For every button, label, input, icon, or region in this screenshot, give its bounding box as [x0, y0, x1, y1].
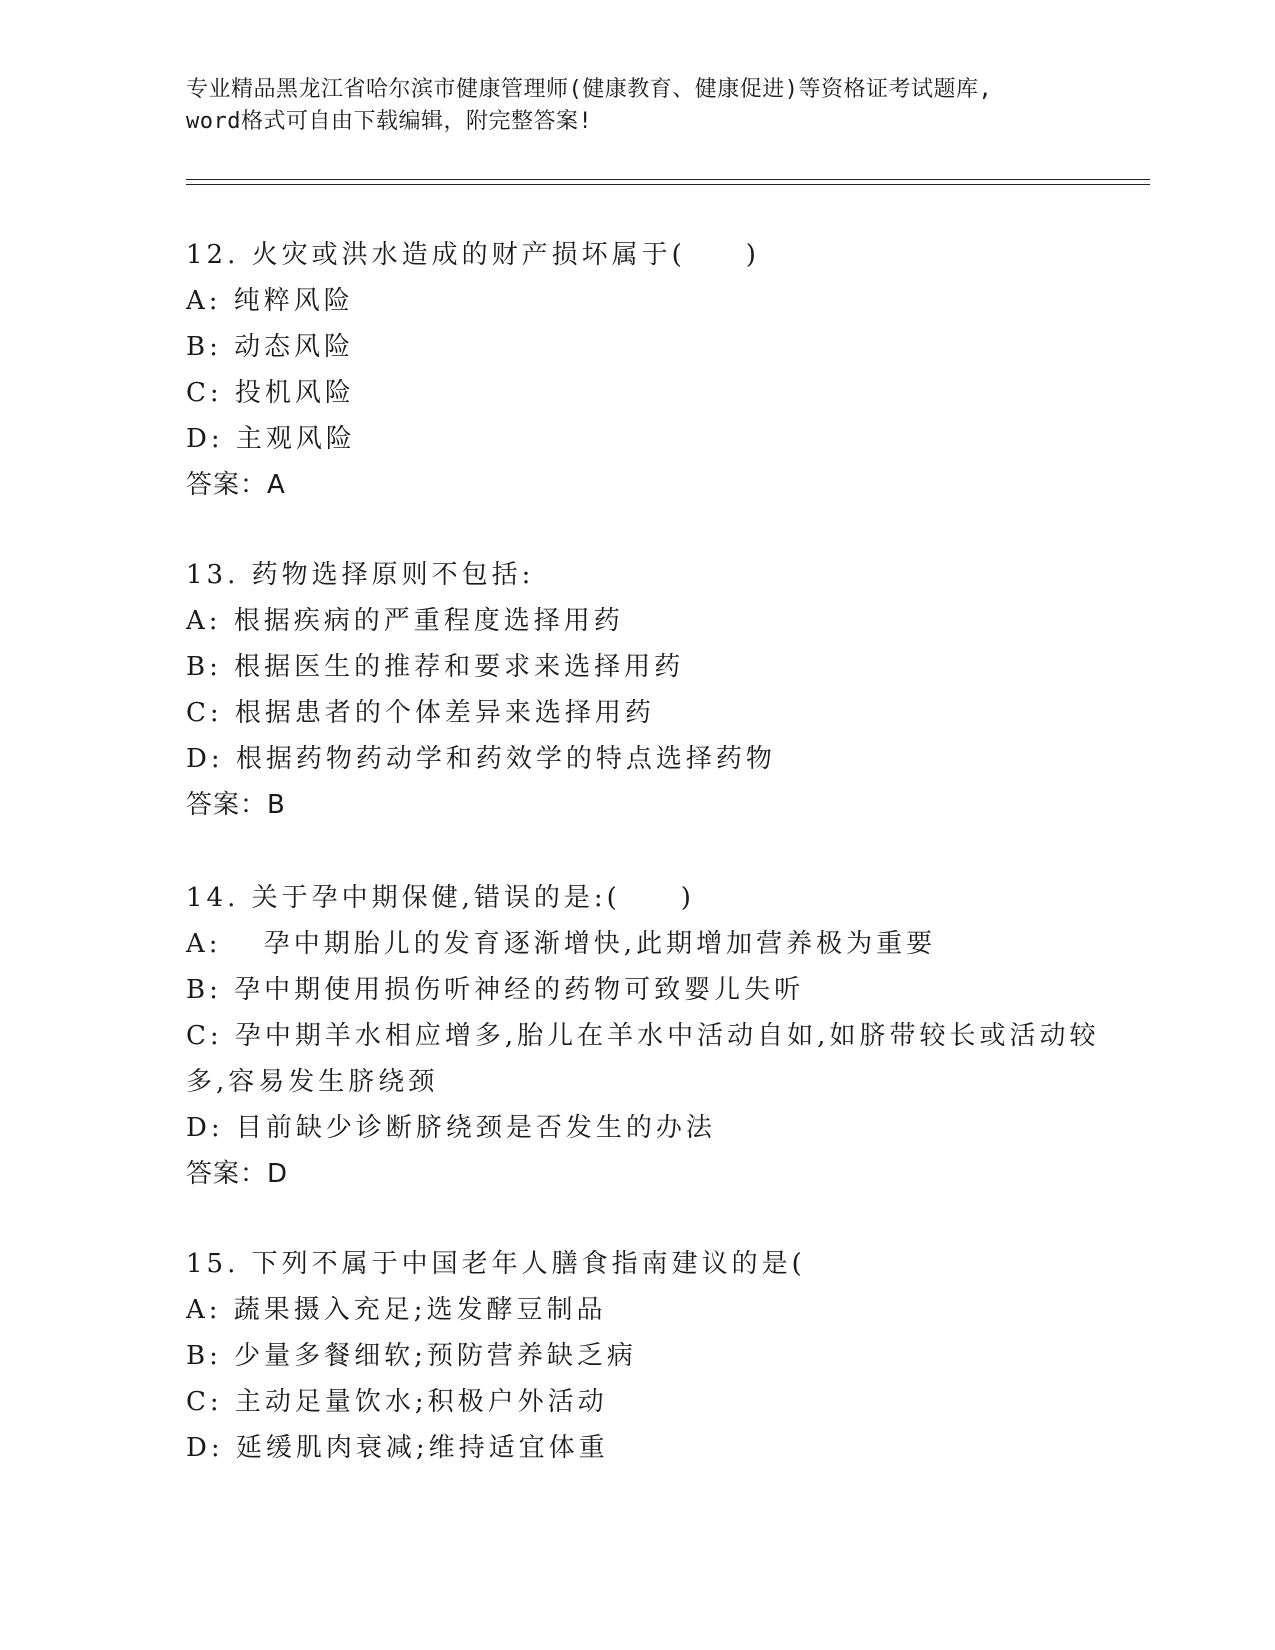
document-header	[186, 74, 1086, 138]
question-stem: 12. 火灾或洪水造成的财产损坏属于( )	[186, 240, 760, 270]
option-c: C: 根据患者的个体差异来选择用药	[186, 698, 655, 728]
option-c-continued: 多,容易发生脐绕颈	[186, 1067, 439, 1097]
option-a: A: 蔬果摄入充足;选发酵豆制品	[186, 1295, 607, 1325]
question-15	[186, 1241, 1086, 1471]
option-a: A: 孕中期胎儿的发育逐渐增快,此期增加营养极为重要	[186, 929, 937, 959]
option-c: C: 投机风险	[186, 378, 355, 408]
option-a: A: 根据疾病的严重程度选择用药	[186, 606, 624, 636]
option-b: B: 动态风险	[186, 332, 355, 362]
question-13	[186, 552, 1086, 828]
option-b: B: 根据医生的推荐和要求来选择用药	[186, 652, 685, 682]
question-stem: 13. 药物选择原则不包括:	[186, 560, 535, 590]
option-d: D: 主观风险	[186, 424, 356, 454]
header-line-2: word格式可自由下载编辑，附完整答案!	[186, 109, 593, 134]
question-stem: 15. 下列不属于中国老年人膳食指南建议的是(	[186, 1249, 806, 1279]
option-d: D: 目前缺少诊断脐绕颈是否发生的办法	[186, 1113, 716, 1143]
question-12	[186, 232, 1086, 508]
header-line-1: 专业精品黑龙江省哈尔滨市健康管理师(健康教育、健康促进)等资格证考试题库,	[186, 77, 993, 102]
header-divider-top	[186, 179, 1150, 180]
answer: 答案：A	[186, 470, 286, 500]
question-stem: 14. 关于孕中期保健,错误的是:( )	[186, 883, 695, 913]
answer: 答案：D	[186, 1159, 289, 1189]
option-c: C: 主动足量饮水;积极户外活动	[186, 1387, 608, 1417]
option-b: B: 孕中期使用损伤听神经的药物可致婴儿失听	[186, 975, 805, 1005]
header-divider-bottom	[186, 184, 1150, 185]
question-14	[186, 875, 1100, 1197]
option-c: C: 孕中期羊水相应增多,胎儿在羊水中活动自如,如脐带较长或活动较	[186, 1021, 1100, 1051]
option-a: A: 纯粹风险	[186, 286, 354, 316]
answer: 答案：B	[186, 790, 286, 820]
option-b: B: 少量多餐细软;预防营养缺乏病	[186, 1341, 637, 1371]
option-d: D: 延缓肌肉衰减;维持适宜体重	[186, 1433, 609, 1463]
option-d: D: 根据药物药动学和药效学的特点选择药物	[186, 744, 776, 774]
